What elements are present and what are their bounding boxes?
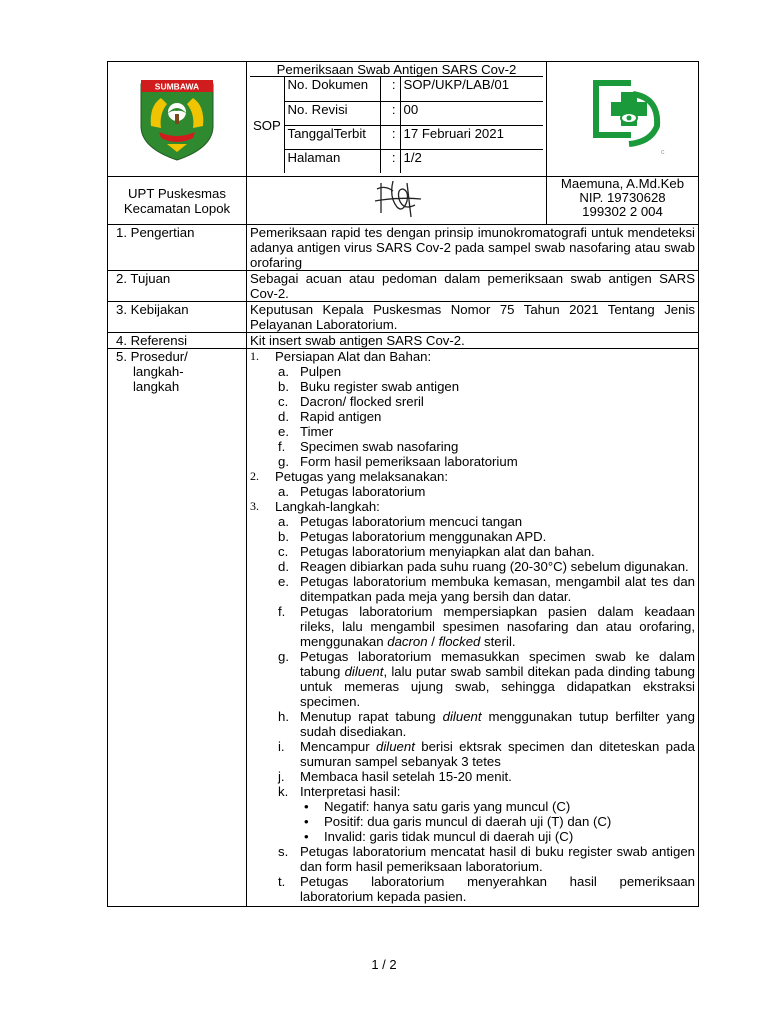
info-colon: : [380, 125, 400, 149]
list-item: k. Interpretasi hasil: • Negatif: hanya satu garis yang muncul (C) • Positif: dua garis muncul di daerah uji (T) dan (C) • Invalid: garis tidak muncul di daerah uji (C) [275, 784, 695, 844]
info-colon: : [380, 101, 400, 125]
section-label-kebijakan: 3. Kebijakan [108, 302, 247, 333]
handwritten-signature [367, 177, 427, 221]
org-row [108, 177, 699, 225]
kemenkes-logo [575, 72, 671, 164]
step-title: Petugas yang melaksanakan: [275, 469, 449, 484]
info-value: 17 Februari 2021 [400, 125, 543, 149]
section-label-referensi: 4. Referensi [108, 333, 247, 349]
list-item: t. Petugas laboratorium menyerahkan hasil pemeriksaan laboratorium kepada pasien. [278, 874, 695, 904]
logo-left-cell [108, 62, 247, 177]
section-text-kebijakan: Keputusan Kepala Puskesmas Nomor 75 Tahun 2021 Tentang Jenis Pelayanan Laboratorium. [247, 302, 699, 333]
list-item: h. Menutup rapat tabung diluent menggunakan tutup berfilter yang sudah disediakan. [278, 709, 695, 739]
info-label: No. Dokumen [284, 77, 380, 101]
section-text-tujuan: Sebagai acuan atau pedoman dalam pemeriksaan swab antigen SARS Cov-2. [247, 271, 699, 302]
logo-left-text: SUMBAWA [154, 81, 200, 91]
info-label: No. Revisi [284, 101, 380, 125]
document-info-table [250, 77, 543, 173]
list-item: e. Timer [278, 424, 334, 439]
page-number: 1 / 2 [371, 957, 397, 972]
section-text-referensi: Kit insert swab antigen SARS Cov-2. [247, 333, 699, 349]
section-row [108, 302, 699, 333]
prosedur-label-line: langkah [133, 379, 180, 394]
info-label: TanggalTerbit [284, 125, 380, 149]
signer-name: Maemuna, A.Md.Keb [560, 176, 685, 191]
procedure-step [250, 349, 695, 469]
signer-nip-2: 199302 2 004 [582, 204, 663, 219]
section-row [108, 225, 699, 271]
section-label-tujuan: 2. Tujuan [108, 271, 247, 302]
bullet-item: • Invalid: garis tidak muncul di daerah uji (C) [304, 829, 574, 844]
section-row [108, 333, 699, 349]
section-text-prosedur [247, 349, 699, 907]
signature-cell [247, 177, 547, 225]
list-item: f. Specimen swab nasofaring [278, 439, 459, 454]
list-item: d. Reagen dibiarkan pada suhu ruang (20-30°C) sebelum digunakan. [278, 559, 689, 574]
list-item: d. Rapid antigen [278, 409, 382, 424]
bullet-item: • Negatif: hanya satu garis yang muncul (C) [304, 799, 571, 814]
section-label-pengertian: 1. Pengertian [108, 225, 247, 271]
org-line-1: UPT Puskesmas [128, 185, 226, 201]
list-item: c. Petugas laboratorium menyiapkan alat dan bahan. [278, 544, 595, 559]
list-item: a. Pulpen [278, 364, 342, 379]
section-text-pengertian: Pemeriksaan rapid tes dengan prinsip imunokromatografi untuk mendeteksi adanya antigen virus SARS Cov-2 pada sampel swab nasofaring atau swab orofaring [247, 225, 699, 271]
procedure-step [250, 469, 695, 499]
org-line-2: Kecamatan Lopok [123, 200, 231, 216]
bullet-item: • Positif: dua garis muncul di daerah uji (T) dan (C) [304, 814, 612, 829]
document-title: Pemeriksaan Swab Antigen SARS Cov-2 [250, 62, 543, 77]
info-colon: : [380, 149, 400, 173]
step-items [275, 514, 695, 904]
sop-label: SOP [250, 77, 284, 173]
info-row [250, 101, 543, 125]
step-title: Langkah-langkah: [275, 499, 380, 514]
info-value: SOP/UKP/LAB/01 [400, 77, 543, 101]
header-row [108, 62, 699, 177]
signer-cell [547, 177, 699, 225]
step-number: 1. [250, 349, 259, 363]
prosedur-label-line: langkah- [133, 364, 184, 379]
info-colon: : [380, 77, 400, 101]
step-items [275, 364, 695, 469]
org-name-cell [108, 177, 247, 225]
procedure-step [250, 499, 695, 904]
list-item: a. Petugas laboratorium mencuci tangan [278, 514, 523, 529]
list-item: f. Petugas laboratorium mempersiapkan pasien dalam keadaan rileks, lalu mengambil spesimen nasofaring dan atau orofaring, menggunakan dacron / flocked steril. [278, 604, 695, 649]
list-item: e. Petugas laboratorium membuka kemasan, mengambil alat tes dan ditempatkan pada meja yang bersih dan datar. [278, 574, 695, 604]
interpretation-list [300, 799, 695, 844]
signer-nip-1: NIP. 19730628 [579, 190, 666, 205]
list-item: g. Form hasil pemeriksaan laboratorium [278, 454, 518, 469]
list-item: g. Petugas laboratorium memasukkan specimen swab ke dalam tabung diluent, lalu putar swab sambil ditekan pada dinding tabung untuk memeras ujung swab, sehingga didapatkan ekstraksi specimen. [278, 649, 696, 709]
info-value: 00 [400, 101, 543, 125]
section-label-prosedur [108, 349, 247, 907]
logo-right-mark: c [660, 148, 664, 156]
logo-right-cell [547, 62, 699, 177]
sop-table [107, 61, 699, 907]
procedure-list [250, 349, 695, 904]
info-label: Halaman [284, 149, 380, 173]
list-item: b. Petugas laboratorium menggunakan APD. [278, 529, 547, 544]
step-number: 2. [250, 469, 259, 483]
step-number: 3. [250, 499, 259, 513]
sumbawa-shield-logo [137, 74, 217, 162]
list-item: s. Petugas laboratorium mencatat hasil di buku register swab antigen dan form hasil pemeriksaan laboratorium. [278, 844, 695, 874]
sop-document [107, 61, 698, 907]
section-row [108, 271, 699, 302]
info-row [250, 125, 543, 149]
list-item: j. Membaca hasil setelah 15-20 menit. [278, 769, 512, 784]
info-value: 1/2 [400, 149, 543, 173]
list-item: c. Dacron/ flocked sreril [278, 394, 424, 409]
step-title: Persiapan Alat dan Bahan: [275, 349, 432, 364]
list-item: i. Mencampur diluent berisi ektsrak specimen dan diteteskan pada sumuran sampel sebanyak 3 tetes [278, 739, 695, 769]
info-row [250, 77, 543, 101]
list-item: a. Petugas laboratorium [278, 484, 426, 499]
prosedur-label-line: 5. Prosedur/ [116, 349, 188, 364]
header-middle-cell [247, 62, 547, 177]
info-row [250, 149, 543, 173]
step-items [275, 484, 695, 499]
list-item: b. Buku register swab antigen [278, 379, 460, 394]
section-row [108, 349, 699, 907]
